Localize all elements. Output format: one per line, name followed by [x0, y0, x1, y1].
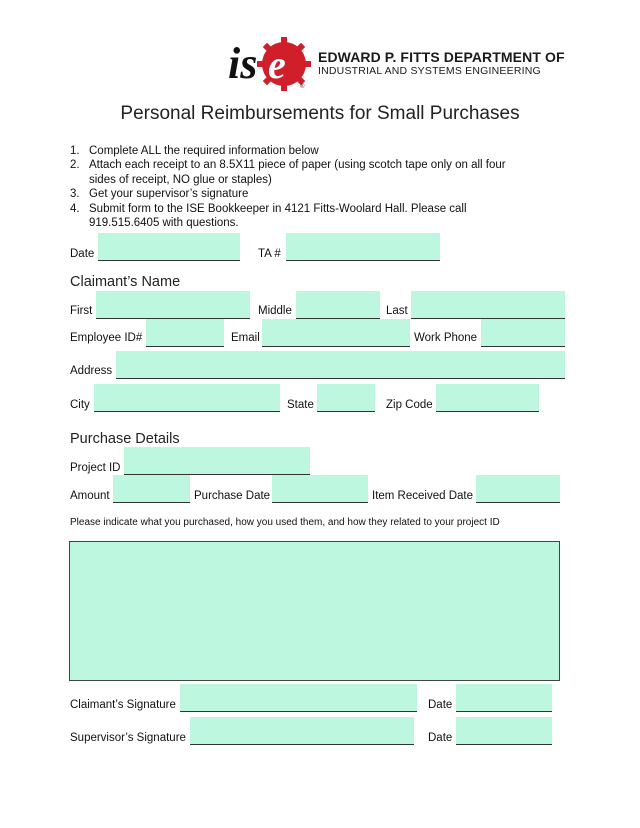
- supervisor-signature-label: Supervisor’s Signature: [70, 732, 186, 744]
- instruction-number: 2.: [70, 159, 80, 172]
- date-label: Date: [70, 248, 95, 260]
- instruction-item: [70, 187, 530, 201]
- first-name-field[interactable]: [96, 291, 250, 319]
- instruction-number: 1.: [70, 145, 80, 157]
- project-id-field[interactable]: [124, 447, 310, 475]
- claimant-date-label: Date: [428, 699, 453, 711]
- middle-name-field[interactable]: [296, 291, 380, 319]
- last-name-label: Last: [386, 305, 408, 317]
- ta-label: TA #: [258, 248, 281, 260]
- registered-mark: ®: [300, 84, 305, 90]
- instruction-text: Complete ALL the required information below: [89, 145, 319, 157]
- claimant-heading: Claimant’s Name: [70, 274, 181, 290]
- purchase-date-label: Purchase Date: [194, 490, 271, 502]
- instruction-number: 3.: [70, 188, 80, 201]
- date-field[interactable]: [98, 233, 240, 261]
- employee-id-label: Employee ID#: [70, 332, 143, 344]
- state-label: State: [287, 399, 314, 411]
- claimant-signature-field[interactable]: [180, 684, 417, 712]
- ta-number-field[interactable]: [286, 233, 440, 261]
- email-label: Email: [231, 332, 260, 344]
- instruction-text: Attach each receipt to an 8.5X11 piece of paper (using scotch tape only on all four sides of receipt, NO glue or staples): [89, 159, 506, 186]
- amount-label: Amount: [70, 490, 110, 502]
- work-phone-label: Work Phone: [414, 332, 478, 344]
- zip-code-label: Zip Code: [386, 399, 433, 411]
- page-title: Personal Reimbursements for Small Purchases: [120, 103, 520, 124]
- item-received-date-field[interactable]: [476, 475, 560, 503]
- work-phone-field[interactable]: [481, 319, 565, 347]
- instruction-number: 4.: [70, 202, 80, 215]
- instruction-item: [70, 144, 530, 158]
- middle-name-label: Middle: [258, 305, 292, 317]
- claimant-signature-label: Claimant’s Signature: [70, 699, 176, 711]
- instructions-list: [70, 144, 530, 230]
- supervisor-date-label: Date: [428, 732, 453, 744]
- claimant-signature-date-field[interactable]: [456, 684, 552, 712]
- project-id-label: Project ID: [70, 462, 121, 474]
- logo-is-text: is: [228, 39, 258, 88]
- address-field[interactable]: [116, 351, 565, 379]
- last-name-field[interactable]: [411, 291, 565, 319]
- amount-field[interactable]: [113, 475, 190, 503]
- logo-e-text: e: [268, 42, 286, 87]
- state-field[interactable]: [317, 384, 375, 412]
- employee-id-field[interactable]: [146, 319, 224, 347]
- instruction-text: Submit form to the ISE Bookkeeper in 4121 Fitts-Woolard Hall. Please call 919.515.6405 with questions.: [89, 202, 467, 230]
- city-field[interactable]: [94, 384, 280, 412]
- dept-line-1: EDWARD P. FITTS DEPARTMENT OF: [318, 49, 565, 65]
- description-prompt: Please indicate what you purchased, how you used them, and how they related to your project ID: [70, 517, 500, 528]
- first-name-label: First: [70, 305, 93, 317]
- supervisor-signature-field[interactable]: [190, 717, 414, 745]
- purchase-date-field[interactable]: [272, 475, 368, 503]
- item-received-date-label: Item Received Date: [372, 490, 473, 502]
- instruction-item: [70, 202, 530, 231]
- supervisor-signature-date-field[interactable]: [456, 717, 552, 745]
- purchase-heading: Purchase Details: [70, 431, 180, 447]
- zip-code-field[interactable]: [436, 384, 539, 412]
- instruction-text: Get your supervisor’s signature: [89, 188, 249, 201]
- purchase-description-textarea[interactable]: [69, 541, 560, 681]
- dept-line-2: INDUSTRIAL AND SYSTEMS ENGINEERING: [318, 65, 541, 77]
- email-field[interactable]: [262, 319, 410, 347]
- department-name: [318, 50, 565, 78]
- instruction-item: [70, 158, 530, 187]
- address-label: Address: [70, 365, 113, 377]
- city-label: City: [70, 399, 90, 411]
